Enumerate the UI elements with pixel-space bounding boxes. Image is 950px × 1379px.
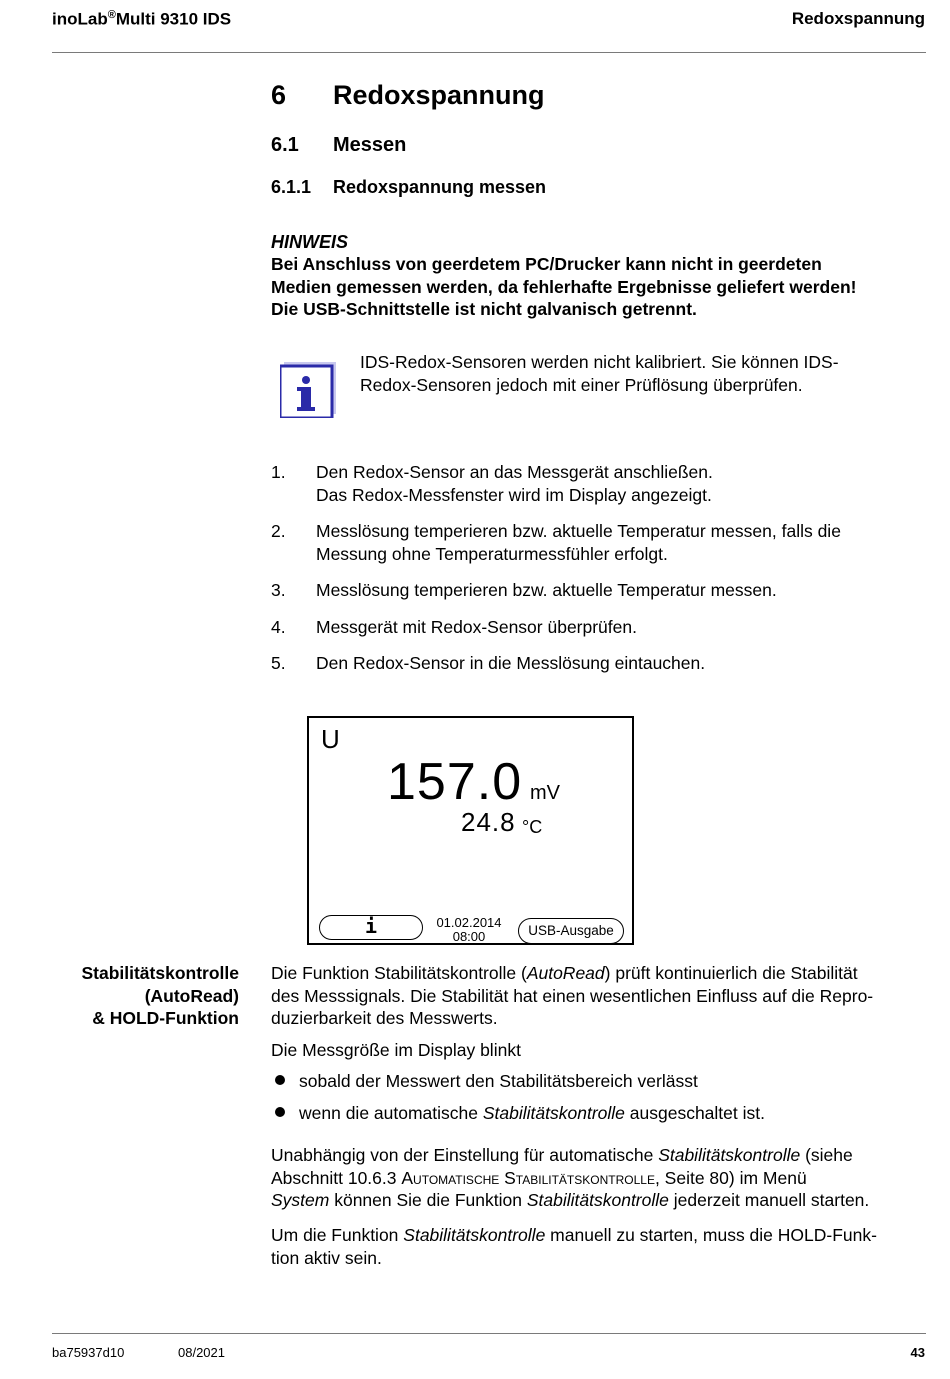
footer-doc-number: ba75937d10 (52, 1345, 125, 1360)
header-section: Redoxspannung (791, 9, 925, 28)
paragraph-stability: Die Funktion Stabilitätskontrolle (AutoRead) prüft kontinuierlich die Stabilität des Messsignals. Die Stabilität hat einen wesentlichen Einfluss auf die Repro- duzierbarkeit des Messwerts. (271, 963, 874, 1028)
display-temp: 24.8 (461, 807, 516, 837)
usb-output-softkey[interactable]: USB-Ausgabe (518, 918, 624, 944)
step-text: Den Redox-Sensor in die Messlösung eintauchen. (316, 653, 706, 673)
note-label: HINWEIS (271, 232, 349, 252)
bullet-item: wenn die automatische Stabilitätskontrolle ausgeschaltet ist. (271, 1102, 765, 1125)
chapter-heading: 6 Redoxspannung (271, 80, 545, 110)
header-product: inoLab®Multi 9310 IDS (52, 9, 232, 29)
section-reference[interactable]: Automatische Stabilitätskontrolle (401, 1167, 655, 1188)
side-heading: Stabilitätskontrolle (AutoRead) & HOLD-Funktion (81, 963, 239, 1028)
note-text: Bei Anschluss von geerdetem PC/Drucker kann nicht in geerdeten Medien gemessen werden, da fehlerhafte Ergebnisse geliefert werden! Die USB-Schnittstelle ist nicht galvanisch getrennt. (271, 254, 857, 319)
step-text: Messlösung temperieren bzw. aktuelle Temperatur messen. (316, 580, 777, 600)
device-display (307, 716, 634, 945)
display-date: 01.02.2014 (436, 915, 502, 930)
header-rule (52, 52, 926, 53)
step-text: Messgerät mit Redox-Sensor überprüfen. (316, 617, 637, 637)
paragraph-independent: Unabhängig von der Einstellung für automatische Stabilitätskontrolle (siehe Abschnitt 10.6.3 Automatische Stabilitätskontrolle, Seite 80) im Menü System können Sie die Funktion Stabilitätskontrolle jederzeit manuell starten. (271, 1145, 870, 1210)
step-text: Messlösung temperieren bzw. aktuelle Temperatur messen, falls die Messung ohne Temperaturmessfühler erfolgt. (316, 521, 841, 564)
info-softkey[interactable]: i (319, 915, 423, 940)
bullet-dot (275, 1075, 285, 1085)
info-icon (280, 362, 336, 418)
section-heading: 6.1 Messen (271, 134, 407, 156)
display-unit: mV (530, 782, 560, 804)
page-number: 43 (910, 1345, 925, 1360)
step-number: 2. (271, 521, 286, 541)
display-value: 157.0 (387, 753, 523, 811)
subsection-heading: 6.1.1 Redoxspannung messen (271, 177, 547, 197)
footer-date: 08/2021 (178, 1345, 225, 1360)
info-text: IDS-Redox-Sensoren werden nicht kalibriert. Sie können IDS- Redox-Sensoren jedoch mit einer Prüflösung überprüfen. (360, 352, 839, 395)
bullet-item: sobald der Messwert den Stabilitätsbereich verlässt (271, 1070, 698, 1093)
display-quantity: U (321, 724, 340, 754)
display-temp-unit: °C (522, 817, 543, 837)
step-number: 1. (271, 462, 286, 482)
display-datetime (429, 916, 509, 944)
bullet-dot (275, 1107, 285, 1117)
display-time: 08:00 (452, 929, 486, 944)
step-number: 3. (271, 580, 286, 600)
paragraph-hold: Um die Funktion Stabilitätskontrolle manuell zu starten, muss die HOLD-Funk- tion aktiv sein. (271, 1225, 877, 1268)
step-number: 4. (271, 617, 286, 637)
step-text: Den Redox-Sensor an das Messgerät anschließen. Das Redox-Messfenster wird im Display angezeigt. (316, 462, 713, 505)
paragraph-blink: Die Messgröße im Display blinkt (271, 1040, 521, 1060)
footer-rule (52, 1333, 926, 1334)
step-number: 5. (271, 653, 286, 673)
